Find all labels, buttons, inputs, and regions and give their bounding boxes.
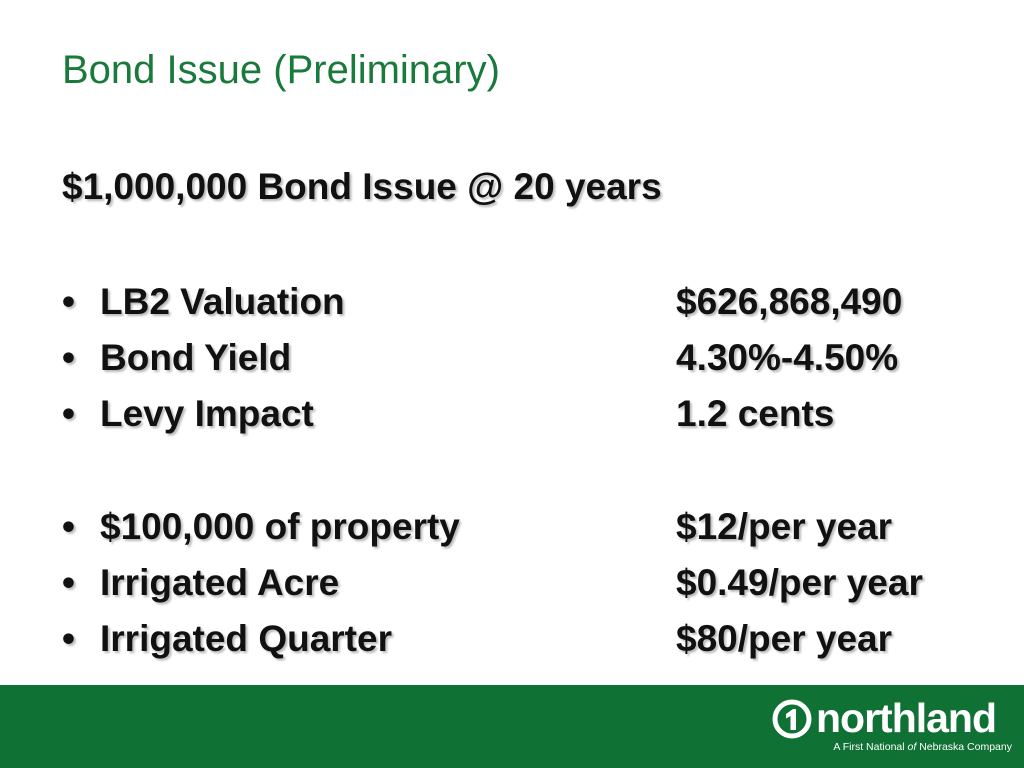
bullet: •: [62, 618, 75, 659]
slide-title: Bond Issue (Preliminary): [62, 48, 500, 92]
northland-logo: [772, 697, 1012, 757]
item-label: Levy Impact: [100, 393, 314, 434]
logo-tagline: [833, 741, 1012, 753]
tagline-of: of: [907, 741, 917, 753]
item-label: Bond Yield: [100, 337, 292, 378]
northland-circle-one-icon: [772, 699, 812, 739]
item-value: 1.2 cents: [676, 393, 835, 434]
bullet: •: [62, 393, 75, 434]
item-label: Irrigated Acre: [100, 562, 340, 603]
bullet: •: [62, 337, 75, 378]
footer-bar: [0, 685, 1024, 768]
bullet: •: [62, 562, 75, 603]
item-value: $626,868,490: [676, 281, 903, 322]
item-value: $0.49/per year: [676, 562, 923, 603]
bullet: •: [62, 281, 75, 322]
tagline-suffix: Nebraska Company: [916, 741, 1012, 753]
item-label: Irrigated Quarter: [100, 618, 392, 659]
item-label: LB2 Valuation: [100, 281, 345, 322]
bullet: •: [62, 506, 75, 547]
logo-wordmark: northland: [816, 695, 997, 741]
item-value: $80/per year: [676, 618, 893, 659]
item-value: $12/per year: [676, 506, 893, 547]
item-label: $100,000 of property: [100, 506, 460, 547]
item-value: 4.30%-4.50%: [676, 337, 899, 378]
slide-subtitle: $1,000,000 Bond Issue @ 20 years: [62, 166, 662, 207]
tagline-prefix: A First National: [833, 741, 908, 753]
